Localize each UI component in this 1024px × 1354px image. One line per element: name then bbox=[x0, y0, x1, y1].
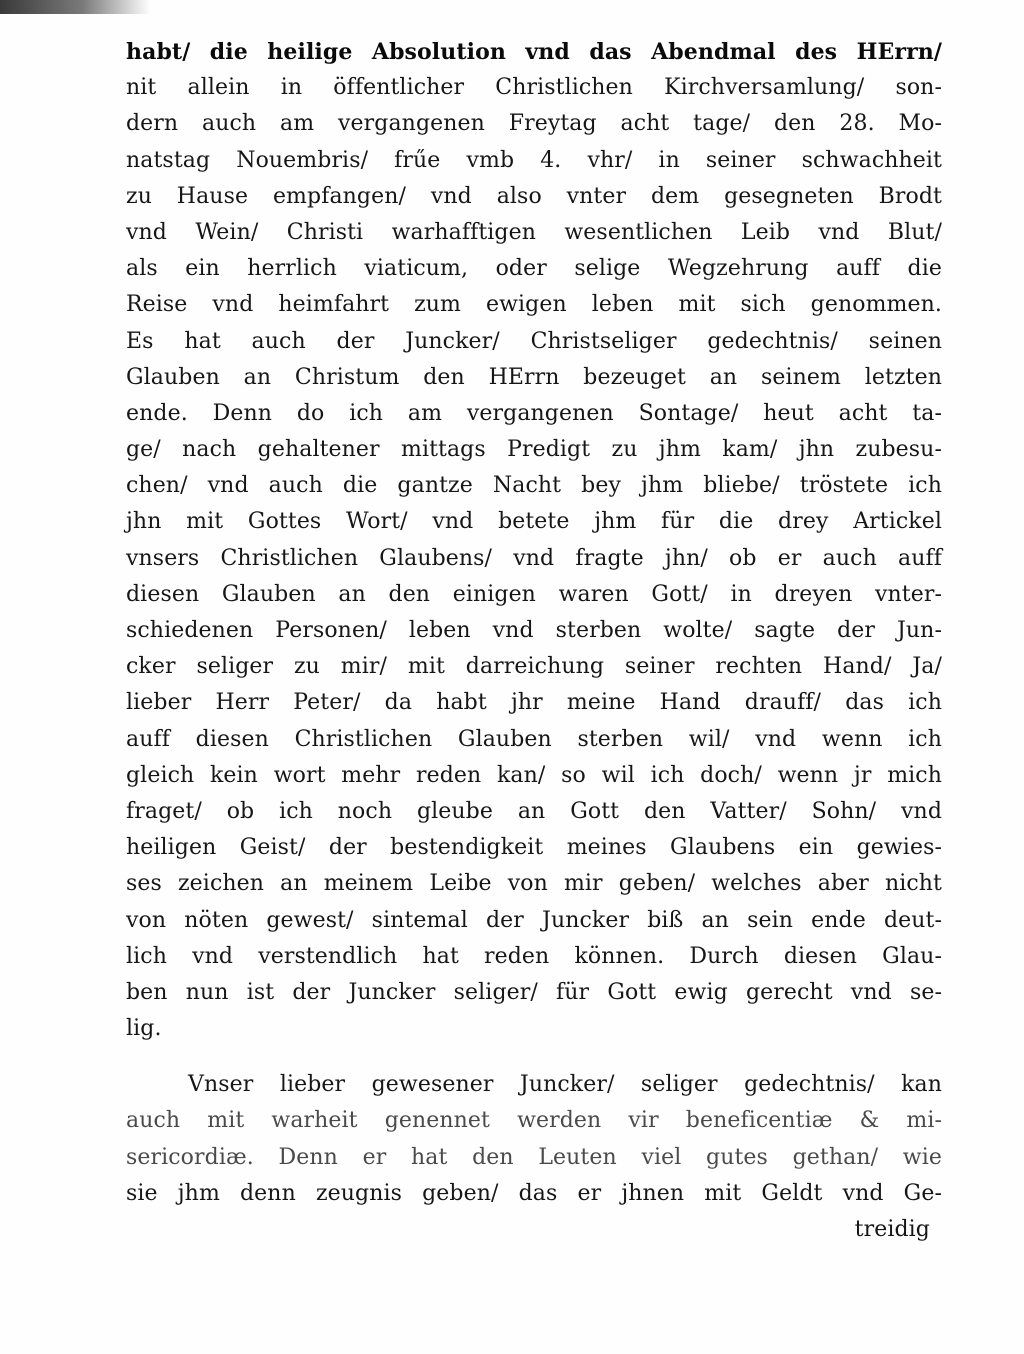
text-line: natstag Nouembris/ frűe vmb 4. vhr/ in seiner schwachheit bbox=[126, 147, 942, 173]
text-line: ben nun ist der Juncker seliger/ für Gott ewig gerecht vnd se- bbox=[126, 979, 942, 1005]
text-line: Reise vnd heimfahrt zum ewigen leben mit sich genommen. bbox=[126, 292, 942, 318]
text-line: als ein herrlich viaticum, oder selige Wegzehrung auff die bbox=[126, 256, 942, 282]
text-line: heiligen Geist/ der bestendigkeit meines Glaubens ein gewies- bbox=[126, 835, 942, 861]
text-line: cker seliger zu mir/ mit darreichung seiner rechten Hand/ Ja/ bbox=[126, 654, 942, 680]
text-line: ge/ nach gehaltener mittags Predigt zu jhm kam/ jhn zubesu- bbox=[126, 437, 942, 463]
text-line: vnd Wein/ Christi warhafftigen wesentlichen Leib vnd Blut/ bbox=[126, 219, 942, 245]
text-line: auff diesen Christlichen Glauben sterben wil/ vnd wenn ich bbox=[126, 726, 942, 752]
text-line: nit allein in öffentlicher Christlichen Kirchversamlung/ son- bbox=[126, 75, 942, 101]
text-line: zu Hause empfangen/ vnd also vnter dem gesegneten Brodt bbox=[126, 183, 942, 209]
paragraph-gap bbox=[126, 1047, 942, 1067]
text-line: ses zeichen an meinem Leibe von mir geben/ welches aber nicht bbox=[126, 871, 942, 897]
text-line: Glauben an Christum den HErrn bezeuget an seinem letzten bbox=[126, 364, 942, 390]
text-line: ende. Denn do ich am vergangenen Sontage/ heut acht ta- bbox=[126, 400, 942, 426]
text-line: schiedenen Personen/ leben vnd sterben wolte/ sagte der Jun- bbox=[126, 618, 942, 643]
text-line: lig. bbox=[126, 1016, 162, 1042]
text-line: auch mit warheit genennet werden vir beneficentiæ & mi- bbox=[126, 1108, 942, 1134]
text-line: Es hat auch der Juncker/ Christseliger gedechtnis/ seinen bbox=[126, 328, 942, 354]
text-line: habt/ die heilige Absolution vnd das Abendmal des HErrn/ bbox=[126, 39, 942, 65]
text-line: jhn mit Gottes Wort/ vnd betete jhm für die drey Artickel bbox=[126, 509, 942, 535]
text-line: dern auch am vergangenen Freytag acht tage/ den 28. Mo- bbox=[126, 111, 942, 137]
text-line: fraget/ ob ich noch gleube an Gott den Vatter/ Sohn/ vnd bbox=[126, 798, 942, 824]
text-line: von nöten gewest/ sintemal der Juncker biß an sein ende deut- bbox=[126, 907, 942, 933]
text-line: sericordiæ. Denn er hat den Leuten viel gutes gethan/ wie bbox=[126, 1144, 942, 1170]
text-line: Vnser lieber gewesener Juncker/ seliger gedechtnis/ kan bbox=[188, 1072, 942, 1098]
scan-edge-shadow bbox=[0, 0, 150, 14]
text-line: chen/ vnd auch die gantze Nacht bey jhm bliebe/ tröstete ich bbox=[126, 473, 942, 499]
text-line: sie jhm denn zeugnis geben/ das er jhnen mit Geldt vnd Ge- bbox=[126, 1180, 942, 1206]
text-line: vnsers Christlichen Glaubens/ vnd fragte jhn/ ob er auch auff bbox=[126, 545, 942, 571]
paragraph-2 bbox=[126, 1067, 942, 1212]
text-line: lieber Herr Peter/ da habt jhr meine Hand drauff/ das ich bbox=[126, 690, 942, 716]
catchword: treidig bbox=[854, 1217, 930, 1242]
text-line: gleich kein wort mehr reden kan/ so wil ich doch/ wenn jr mich bbox=[126, 762, 942, 788]
paragraph-1 bbox=[126, 34, 942, 1047]
text-line: diesen Glauben an den einigen waren Gott/ in dreyen vnter- bbox=[126, 581, 942, 607]
body-text bbox=[126, 34, 942, 1248]
text-line: lich vnd verstendlich hat reden können. Durch diesen Glau- bbox=[126, 943, 942, 969]
